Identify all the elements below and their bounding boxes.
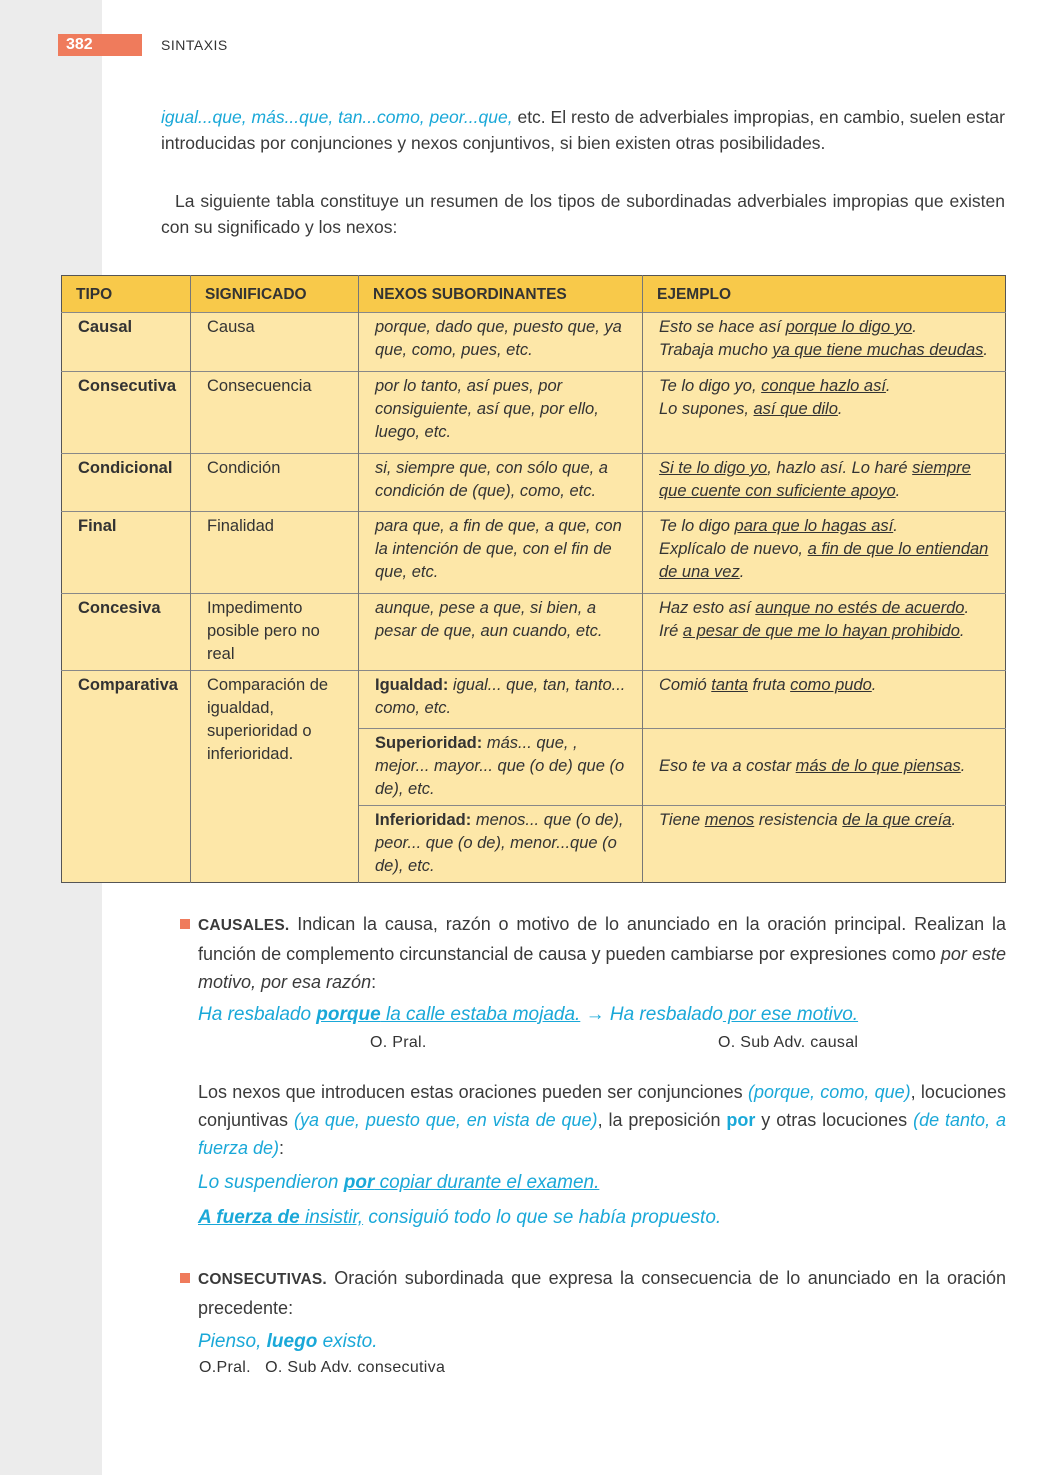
cell-tipo: Concesiva — [62, 594, 191, 671]
header-ejemplo: EJEMPLO — [643, 276, 1006, 313]
table-row-final — [62, 512, 1006, 594]
cell-tipo: Comparativa — [62, 671, 191, 883]
table-row-causal — [62, 313, 1006, 372]
cell-tipo: Causal — [62, 313, 191, 372]
cell-significado: Finalidad — [191, 512, 359, 594]
causales-example-2: Lo suspendieron por copiar durante el examen. — [198, 1172, 600, 1193]
header-nexos: NEXOS SUBORDINANTES — [359, 276, 643, 313]
table-row-concesiva — [62, 594, 1006, 671]
cell-nexos: Igualdad: igual... que, tan, tanto... como, etc. — [359, 671, 643, 729]
cell-nexos: porque, dado que, puesto que, ya que, como, pues, etc. — [359, 313, 643, 372]
cell-nexos: aunque, pese a que, si bien, a pesar de que, aun cuando, etc. — [359, 594, 643, 671]
cell-significado: Impedimento posible pero no real — [191, 594, 359, 671]
running-head: SINTAXIS — [161, 37, 228, 53]
causales-nexos-paragraph: Los nexos que introducen estas oraciones pueden ser conjunciones (porque, como, que), locuciones conjuntivas (ya que, puesto que, en vista de que), la preposición por y otras locuciones (de tanto, a fuerza de): — [198, 1082, 1006, 1158]
cell-nexos: Inferioridad: menos... que (o de), peor... que (o de), menor...que (o de), etc. — [359, 806, 643, 883]
cell-tipo: Condicional — [62, 454, 191, 512]
cell-nexos: para que, a fin de que, a que, con la intención de que, con el fin de que, etc. — [359, 512, 643, 594]
cell-nexos: Superioridad: más... que, , mejor... mayor... que (o de) que (o de), etc. — [359, 729, 643, 806]
annotation-sub: O. Sub Adv. causal — [718, 1034, 859, 1051]
causales-heading: CAUSALES. — [198, 917, 290, 934]
cell-nexos: si, siempre que, con sólo que, a condición de (que), como, etc. — [359, 454, 643, 512]
summary-table — [61, 275, 1006, 883]
table-row-condicional — [62, 454, 1006, 512]
cell-ejemplo: Eso te va a costar más de lo que piensas. — [643, 729, 1006, 806]
cell-ejemplo: Haz esto así aunque no estés de acuerdo. Iré a pesar de que me lo hayan prohibido. — [643, 594, 1006, 671]
cell-significado: Causa — [191, 313, 359, 372]
cell-significado: Consecuencia — [191, 372, 359, 454]
cell-ejemplo: Te lo digo para que lo hagas así. Explícalo de nuevo, a fin de que lo entiendan de una vez. — [643, 512, 1006, 594]
causales-example-3: A fuerza de insistir, consiguió todo lo que se había propuesto. — [198, 1207, 722, 1228]
cell-ejemplo: Esto se hace así porque lo digo yo. Trabaja mucho ya que tiene muchas deudas. — [643, 313, 1006, 372]
causales-paragraph: CAUSALES. Indican la causa, razón o motivo de lo anunciado en la oración principal. Realizan la función de complemento circunstancial de causa y pueden cambiarse por expresiones como por este motivo, por esa razón: — [198, 914, 1006, 992]
cell-ejemplo: Tiene menos resistencia de la que creía. — [643, 806, 1006, 883]
consecutivas-heading: CONSECUTIVAS. — [198, 1271, 327, 1288]
cell-nexos: por lo tanto, así pues, por consiguiente, así que, por ello, luego, etc. — [359, 372, 643, 454]
bullet-icon — [180, 919, 190, 929]
table-row-comparativa-igualdad — [62, 671, 1006, 729]
table-header-row — [62, 276, 1006, 313]
consecutivas-example: Pienso, luego existo. — [198, 1331, 378, 1352]
consecutivas-paragraph: CONSECUTIVAS. Oración subordinada que expresa la consecuencia de lo anunciado en la oración precedente: — [198, 1268, 1006, 1318]
table-row-consecutiva — [62, 372, 1006, 454]
cell-ejemplo: Si te lo digo yo, hazlo así. Lo haré siempre que cuente con suficiente apoyo. — [643, 454, 1006, 512]
intro-paragraph-1: igual...que, más...que, tan...como, peor...que, etc. El resto de adverbiales impropias, en cambio, suelen estar introducidas por conjunciones y nexos conjuntivos, si bien existen otras posibilidades. — [161, 107, 1005, 153]
intro-blue-nexos: igual...que, más...que, tan...como, peor...que, — [161, 107, 513, 127]
cell-significado: Comparación de igualdad, superioridad o inferioridad. — [191, 671, 359, 883]
cell-significado: Condición — [191, 454, 359, 512]
header-significado: SIGNIFICADO — [191, 276, 359, 313]
causales-example-1: Ha resbalado porque la calle estaba mojada. → Ha resbalado por ese motivo. — [198, 1004, 859, 1025]
cell-ejemplo: Comió tanta fruta como pudo. — [643, 671, 1006, 729]
cell-tipo: Final — [62, 512, 191, 594]
annotation-consecutiva: O.Pral. O. Sub Adv. consecutiva — [199, 1359, 446, 1376]
cell-ejemplo: Te lo digo yo, conque hazlo así. Lo supones, así que dilo. — [643, 372, 1006, 454]
intro-paragraph-2: La siguiente tabla constituye un resumen de los tipos de subordinadas adverbiales impropias que existen con su significado y los nexos: — [161, 191, 1005, 237]
bullet-icon — [180, 1273, 190, 1283]
header-tipo: TIPO — [62, 276, 191, 313]
annotation-pral: O. Pral. — [370, 1034, 427, 1051]
cell-tipo: Consecutiva — [62, 372, 191, 454]
page-number: 382 — [58, 34, 142, 56]
